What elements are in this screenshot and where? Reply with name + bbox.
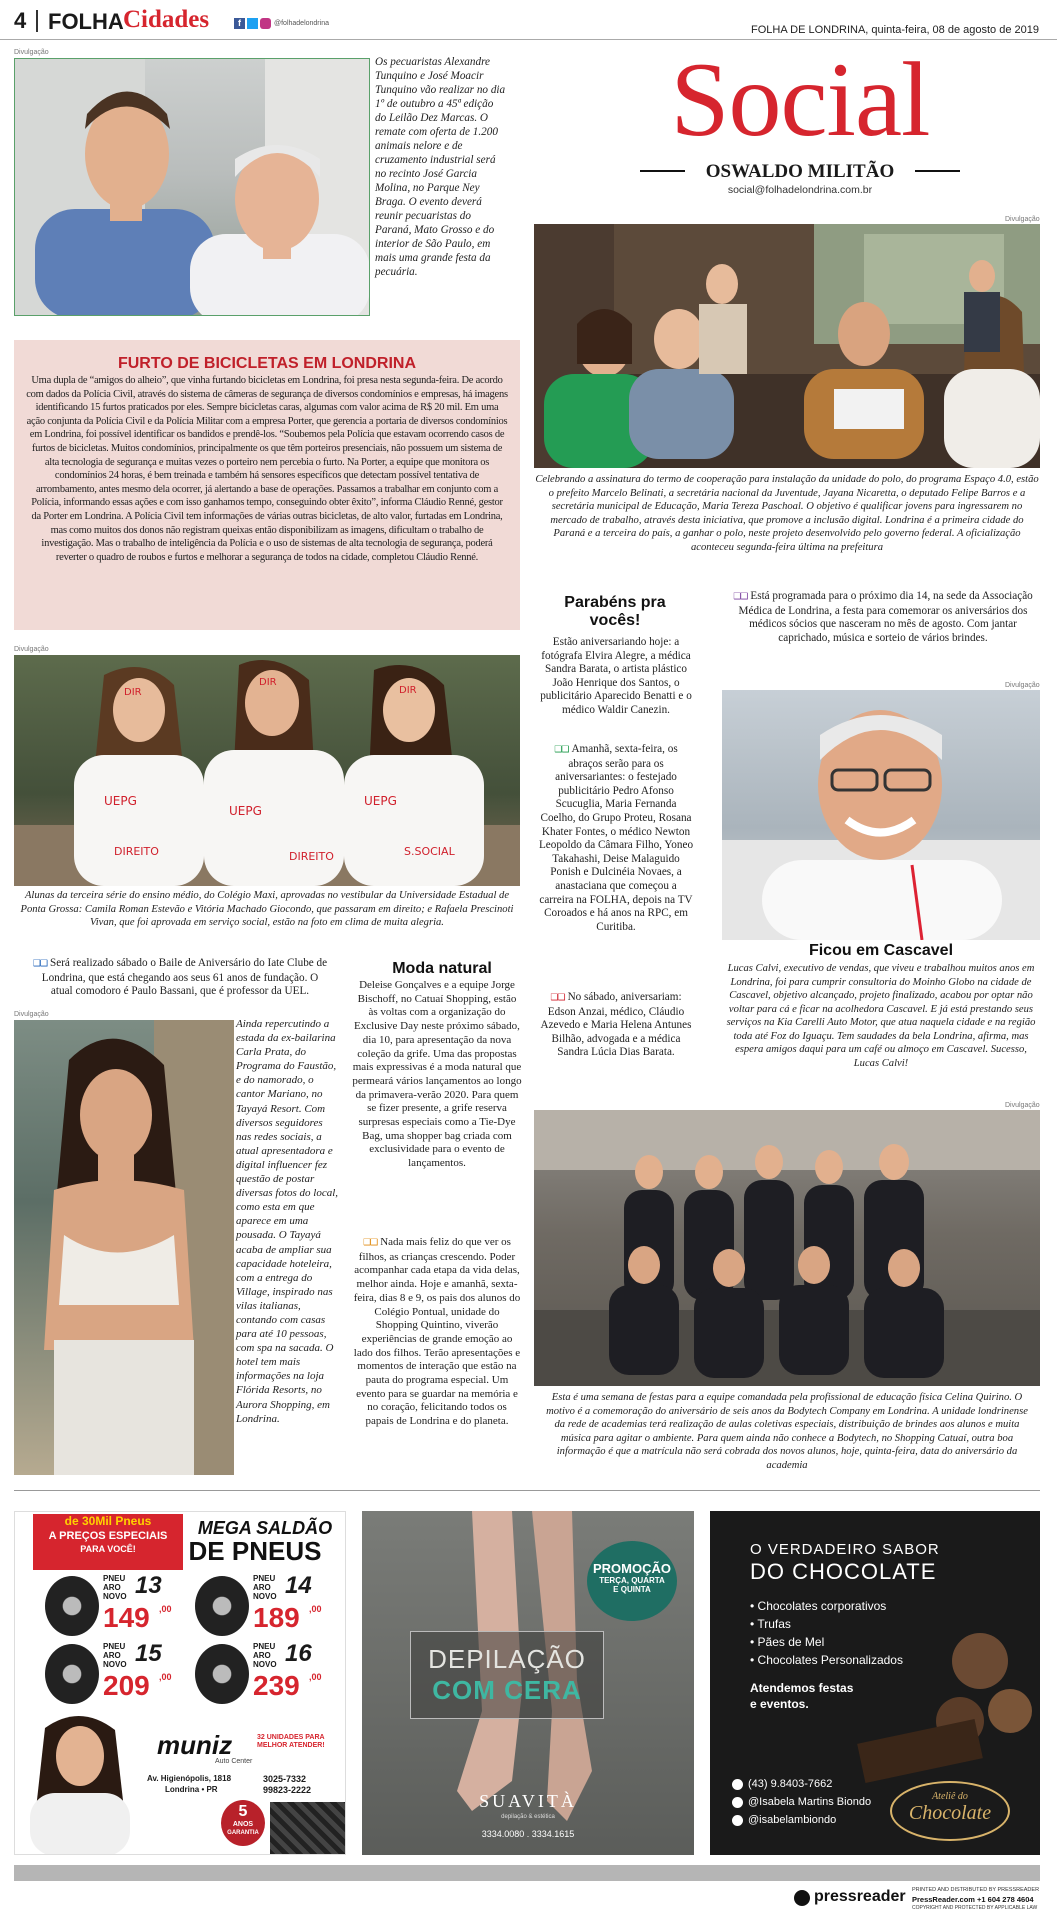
ad-pneus-model [15, 1708, 145, 1855]
section-prefix: FOLHA [48, 9, 124, 34]
bullet-icon: ❑❑ [733, 592, 748, 602]
choc-note2: e eventos. [750, 1697, 809, 1711]
suavita-logo: SUAVITÀ [479, 1791, 577, 1811]
moda-title: Moda natural [392, 960, 492, 977]
paper-date: FOLHA DE LONDRINA, quinta-feira, 08 de agosto de 2019 [751, 24, 1039, 36]
svg-text:UEPG: UEPG [104, 794, 137, 808]
iate-body: Será realizado sábado o Baile de Aniversário do Iate Clube de Londrina, que está chegando aos seus 61 anos de fundação. O atual comodoro é Paulo Bassani, que é professor da UEL. [41, 957, 328, 998]
instagram-icon[interactable] [260, 18, 271, 29]
parabens-title: Parabéns pra vocês! [564, 594, 666, 629]
parabens-p1: Estão aniversariando hoje: a fotógrafa Elvira Alegre, a médica Sandra Barata, o artista plástico João Henrique dos Santos, o publicitário Aparecido Benatti e o médico Waldir Canezin. [540, 636, 692, 716]
tire-label: PNEU ARO NOVO [103, 1574, 127, 1601]
uepg-photo [14, 655, 520, 886]
moda-p2 [352, 1236, 522, 1429]
choc-item-label: Pães de Mel [757, 1635, 825, 1649]
guarantee-word: ANOS [232, 1821, 254, 1828]
tire-label: PNEU ARO NOVO [253, 1642, 277, 1669]
promo-title: PROMOÇÃO [593, 1561, 671, 1576]
choc-instagram[interactable]: @isabelambiondo [748, 1814, 837, 1826]
cascavel-title: Ficou em Cascavel [808, 942, 954, 959]
choc-item-label: Chocolates corporativos [757, 1599, 887, 1613]
pneus-units: 32 UNIDADES PARA MELHOR ATENDER! [257, 1734, 325, 1749]
medicos-body: Está programada para o próximo dia 14, na sede da Associação Médica de Londrina, a festa para comemorar os aniversários dos médicos sócios que nasceram no mês de agosto. Com jantar caprichado, música e sorteio de vários brindes. [738, 590, 1033, 644]
atelie-logo-line2: Chocolate [908, 1802, 992, 1824]
tire-aro: 15 [135, 1640, 162, 1667]
pneus-headline1: MEGA SALDÃO [197, 1518, 333, 1538]
choc-note1: Atendemos festas [750, 1681, 854, 1695]
parabens-p3 [537, 991, 695, 1060]
page-number: 4 [14, 8, 27, 33]
tire-aro: 16 [285, 1640, 312, 1667]
tire-icon [45, 1576, 99, 1636]
tire-icon [195, 1576, 249, 1636]
bullet-icon: ❑❑ [554, 745, 569, 755]
facebook-icon [732, 1797, 743, 1808]
tire-price: 189 [253, 1602, 300, 1633]
choc-line1: O VERDADEIRO SABOR [750, 1541, 940, 1558]
tire-label: PNEU ARO NOVO [103, 1642, 127, 1669]
bodytech-photo [534, 1110, 1040, 1386]
section-name: Cidades [123, 6, 210, 33]
tire-cents: ,00 [309, 1604, 322, 1614]
pressreader-copyright: COPYRIGHT AND PROTECTED BY APPLICABLE LAW [912, 1905, 1038, 1911]
parabens-p3-body: No sábado, aniversariam: Edson Anzai, médico, Cláudio Azevedo e Maria Helena Antunes Bilhão, advogada e a médica Sandra Lúcia Dias Barata. [540, 991, 692, 1059]
svg-text:DIR: DIR [124, 687, 142, 698]
photo-credit: Divulgação [1005, 682, 1040, 689]
tire-cents: ,00 [159, 1672, 172, 1682]
espaco-caption: Celebrando a assinatura do termo de cooperação para instalação da unidade do polo, do programa Espaço 4.0, estão o prefeito Marcelo Belinati, a secretária nacional da Juventude, Jayana Nicaretta, o deputado Felipe Barros e a secretária municipal de Educação, Maria Tereza Paschoal. O objetivo é qualificar jovens para ingressarem no mercado de trabalho, através desta iniciativa, que promove a inclusão digital. Londrina é a primeira cidade do Paraná e a terceira do país, a ganhar o polo, neste projeto desenvolvido pelo governo federal. A oficialização aconteceu segunda-feira última na prefeitura [535, 474, 1039, 553]
moda-p2-body: Nada mais feliz do que ver os filhos, as crianças crescendo. Poder acompanhar cada etapa da vida delas, melhor ainda. Hoje e amanhã, sexta-feira, dias 8 e 9, os pais dos alunos do Colégio Pontual, unidade do Shopping Quintino, viverão experiências de grande emoção ao lado dos filhos. Terão apresentações e momentos de interação que estão na pauta do programa especial. Um evento para se guardar na memória e no coração, felicitando todos os papais de Londrina e do planeta. [353, 1236, 521, 1428]
carla-photo [14, 1020, 234, 1475]
choc-phone[interactable]: (43) 9.8403-7662 [748, 1778, 833, 1790]
pneus-banner-mid: A PREÇOS ESPECIAIS [48, 1530, 168, 1542]
choc-item-label: Trufas [757, 1617, 791, 1631]
twitter-icon[interactable] [247, 18, 258, 29]
svg-text:S.SOCIAL: S.SOCIAL [404, 845, 455, 858]
moda-p1: Deleise Gonçalves e a equipe Jorge Bischoff, no Catuaí Shopping, estão às voltas com a organização do Exclusive Day neste próximo sábado, dia 10, para apresentação da nova coleção da grife. Uma das propostas mais expressivas é a moda natural que permeará vários lançamentos ao longo da primavera-verão 2020. Para quem se fizer presente, a grife reserva surpresas especiais como a Tie-Dye Bag, uma shopper bag criada com exclusividade para o evento de lançamentos. [352, 979, 522, 1170]
furto-body: Uma dupla de “amigos do alheio”, que vinha furtando bicicletas em Londrina, foi presa nesta segunda-feira. De acordo com dados da Polícia Civil, através do sistema de câmeras de segurança de diversos condomínios e empresas, há imagens identificando 15 furtos praticados por eles. Sempre bicicletas caras, algumas com valor acima de R$ 20 mil. Em uma ação conjunta da Polícia Civil e da Polícia Militar com a empresa Porter, que gerencia a portaria de diversos condomínios em Londrina, foi possível identificar os bandidos e prendê-los. “Soubemos pela Polícia que estavam ocorrendo casos de furtos de bicicletas. Muitos condomínios, principalmente os que têm porteiros presenciais, não possuem um sistema de alta tecnologia de segurança e muitas vezes o porteiro nem percebia o furto. Na Porter, a equipe que monitora os condomínios 24 horas, é bem treinada e também há sensores específicos que detectam possível tentativa de arrombamento, antes mesmo dela ocorrer, já alertando a base de operações. Passamos a trabalhar em conjunto com a Polícia, informando essas ações e com isso ganhamos tempo, conseguindo obter êxito”, informa Cláudio Renné, gestor da Porter em Londrina. A Polícia Civil tem informações de várias outras bicicletas, de alto valor, furtadas em Londrina, mas como muitos dos donos não registram queixas então disponibilizam as imagens, dificultam o trabalho de investigação. Mas o trabalho de inteligência da Polícia e o uso de sistemas de alta tecnologia de segurança, poderá reverter o quadro de roubos e furtos e melhorar a segurança de todos na cidade, completou Cláudio Renné. [26, 375, 508, 563]
bullet-icon: ❑❑ [32, 959, 48, 969]
footer-bar [14, 1865, 1040, 1881]
svg-text:UEPG: UEPG [229, 804, 262, 818]
tire-label: PNEU ARO NOVO [253, 1574, 277, 1601]
leilao-caption: Os pecuaristas Alexandre Tunquino e José Moacir Tunquino vão realizar no dia 1º de outubro a 45ª edição do Leilão Dez Marcas. O remate com oferta de 1.200 animais nelore e de cruzamento industrial será no recinto José Garcia Molina, no Parque Ney Braga. O evento deverá reunir pecuaristas do Paraná, Mato Grosso e do interior de São Paulo, em mais uma grande festa da pecuária. [375, 56, 506, 278]
pneus-banner-bot: PARA VOCÊ! [80, 1544, 136, 1554]
pneus-address1: Av. Higienópolis, 1818 [147, 1774, 232, 1783]
instagram-icon [732, 1815, 743, 1826]
carla-caption: Ainda repercutindo a estada da ex-bailarina Carla Prata, do Programa do Faustão, e do namorado, o cantor Mariano, no Tayayá Resort. Com diversos seguidores nas redes sociais, a atual apresentadora e digital influencer fez questão de postar diversas fotos do local, como esta em que aparece em uma pousada. O Tayayá acaba de ampliar sua capacidade hoteleira, com a entrega do Village, inspirado nas vilas italianas, contando com casas para até 10 pessoas, com spa na sacada. O hotel tem mais informações na loja Flórida Resorts, no Aurora Shopping, em Londrina. [236, 1018, 339, 1425]
cascavel-photo [722, 690, 1040, 940]
columnist-rule [640, 170, 685, 172]
pneus-phone2[interactable]: 99823-2222 [263, 1785, 312, 1795]
tire-aro: 14 [285, 1572, 312, 1599]
tire-offer-16 [195, 1640, 335, 1706]
pressreader-icon [794, 1890, 810, 1906]
tire-offer-13 [45, 1572, 185, 1638]
page-header [0, 0, 1057, 40]
phone-icon [732, 1779, 743, 1790]
guarantee-num: 5 [238, 1803, 248, 1820]
guarantee-badge [221, 1800, 265, 1846]
tire-icon [195, 1644, 249, 1704]
parabens-p2-body: Amanhã, sexta-feira, os abraços serão para os aniversariantes: o festejado publicitário Pedro Afonso Scucuglia, Maria Fernanda Coelho, do Grupo Proteu, Rosana Khater Fontes, o médico Newton Leopoldo da Câmara Filho, Yoneo Takahashi, Deise Malaguido Ponish e Dulcinéia Novaes, a anastaciana que começou a carreira na FOLHA, depois na TV Coroados e há anos na RPC, em Curitiba. [538, 743, 694, 933]
pneus-phone1[interactable]: 3025-7332 [263, 1774, 307, 1784]
ad-chocolate[interactable] [710, 1511, 1040, 1855]
tire-aro: 13 [135, 1572, 162, 1599]
svg-text:DIREITO: DIREITO [114, 845, 159, 858]
pneus-headline2: DE PNEUS [188, 1536, 322, 1566]
svg-text:DIR: DIR [259, 677, 277, 688]
choc-item: • Trufas [750, 1617, 791, 1631]
choc-item: • Pães de Mel [750, 1635, 825, 1649]
promo-days1: TERÇA, QUARTA [599, 1576, 665, 1585]
tire-price: 239 [253, 1670, 300, 1701]
cascavel-caption: Lucas Calvi, executivo de vendas, que viveu e trabalhou muitos anos em Londrina, foi para cumprir consultoria do Moinho Globo na cidade de Cascavel, objetivo alcançado, projeto finalizado, acabou por optar não voltar para cá e ficar na acolhedora Cascavel. E já está prestando seus serviços na Kia Carelli Auto Motor, que atua naquela cidade e na região toda até Foz do Iguaçu. Tem saudades da bela Londrina, afirma, mas espera amigos daqui para um café ou almoço em Cascavel. Sucesso, Lucas Calvi! [726, 963, 1036, 1069]
leilao-photo [14, 58, 370, 316]
bodytech-caption: Esta é uma semana de festas para a equipe comandada pela profissional de educação física Celina Quirino. O motivo é a comemoração do aniversário de seis anos da Bodytech Company em Londrina. A unidade londrinense da rede de academias terá realização de aulas coletivas especiais, distribuição de brindes aos alunos e muita música para agitar o ambiente. Para quem ainda não conhece a Bodytech, no Shopping Catuaí, outra boa informação é que a matrícula não será cobrada dos novos alunos, hoje, quinta-feira, data do aniversário da academia [546, 1392, 1028, 1471]
bullet-icon: ❑❑ [550, 993, 565, 1003]
svg-text:DIR: DIR [399, 685, 417, 696]
pneus-brand-logo: muniz [157, 1730, 233, 1760]
promo-badge [587, 1541, 677, 1621]
medicos-text [726, 590, 1040, 645]
pneus-footer-tire [270, 1802, 346, 1855]
photo-credit: Divulgação [14, 646, 49, 653]
pneus-banner-top: de 30Mil Pneus [64, 1514, 152, 1528]
depil-title2: COM CERA [432, 1675, 582, 1705]
photo-credit: Divulgação [1005, 216, 1040, 223]
columnist-rule-right [915, 170, 960, 172]
choc-item-label: Chocolates Personalizados [757, 1653, 903, 1667]
espaco-photo [534, 224, 1040, 468]
pneus-address2: Londrina • PR [165, 1785, 218, 1794]
pressreader-site: PressReader.com +1 604 278 4604 [912, 1895, 1034, 1904]
furto-box [14, 340, 520, 630]
svg-text:DIREITO: DIREITO [289, 850, 334, 863]
atelie-logo-line1: Ateliê do [932, 1791, 968, 1802]
svg-text:UEPG: UEPG [364, 794, 397, 808]
tire-icon [45, 1644, 99, 1704]
tire-cents: ,00 [309, 1672, 322, 1682]
header-divider [36, 10, 38, 32]
suavita-sub: depilação & estética [501, 1814, 555, 1820]
columnist-email[interactable]: social@folhadelondrina.com.br [727, 184, 873, 196]
section-divider [14, 1490, 1040, 1491]
tire-price: 149 [103, 1602, 150, 1633]
choc-item: • Chocolates corporativos [750, 1599, 887, 1613]
choc-facebook[interactable]: @Isabela Martins Biondo [748, 1796, 872, 1808]
social-handle[interactable]: @folhadelondrina [274, 20, 329, 27]
furto-title: FURTO DE BICICLETAS EM LONDRINA [117, 355, 417, 372]
bullet-icon: ❑❑ [363, 1238, 378, 1248]
pneus-brand-sub: Auto Center [215, 1758, 253, 1765]
photo-credit: Divulgação [1005, 1102, 1040, 1109]
guarantee-sub: GARANTIA [227, 1830, 259, 1836]
ad-depilacao[interactable] [362, 1511, 694, 1855]
promo-days2: E QUINTA [613, 1585, 651, 1594]
tire-cents: ,00 [159, 1604, 172, 1614]
tire-offer-14 [195, 1572, 335, 1638]
choc-line2: DO CHOCOLATE [750, 1559, 937, 1584]
pressreader-printed: PRINTED AND DISTRIBUTED BY PRESSREADER [912, 1887, 1040, 1893]
parabens-p2 [537, 743, 695, 934]
suavita-phones[interactable]: 3334.0080 . 3334.1615 [481, 1829, 575, 1839]
photo-credit: Divulgação [14, 49, 49, 56]
choc-item: • Chocolates Personalizados [750, 1653, 903, 1667]
pressreader-footer[interactable] [790, 1886, 1050, 1916]
photo-credit: Divulgação [14, 1011, 49, 1018]
facebook-icon[interactable]: f [234, 18, 245, 29]
social-title: Social [670, 41, 930, 158]
ad-pneus[interactable] [14, 1511, 346, 1855]
pressreader-logo: pressreader [814, 1888, 906, 1905]
pneus-banner [33, 1514, 183, 1570]
depil-title1: DEPILAÇÃO [428, 1644, 586, 1674]
depil-title-box [410, 1631, 604, 1719]
tire-offer-15 [45, 1640, 185, 1706]
atelie-logo [890, 1781, 1010, 1841]
uepg-caption: Alunas da terceira série do ensino médio, do Colégio Maxi, aprovadas no vestibular da Universidade Estadual de Ponta Grossa: Camila Roman Estevão e Vitória Machado Giocondo, que passaram em direito; e Rafaela Prescinoti Vivan, que foi aprovada em serviço social, estão na foto em clima de muita alegria. [20, 890, 514, 928]
columnist-name: OSWALDO MILITÃO [705, 161, 895, 182]
tire-price: 209 [103, 1670, 150, 1701]
iate-text [30, 957, 330, 999]
